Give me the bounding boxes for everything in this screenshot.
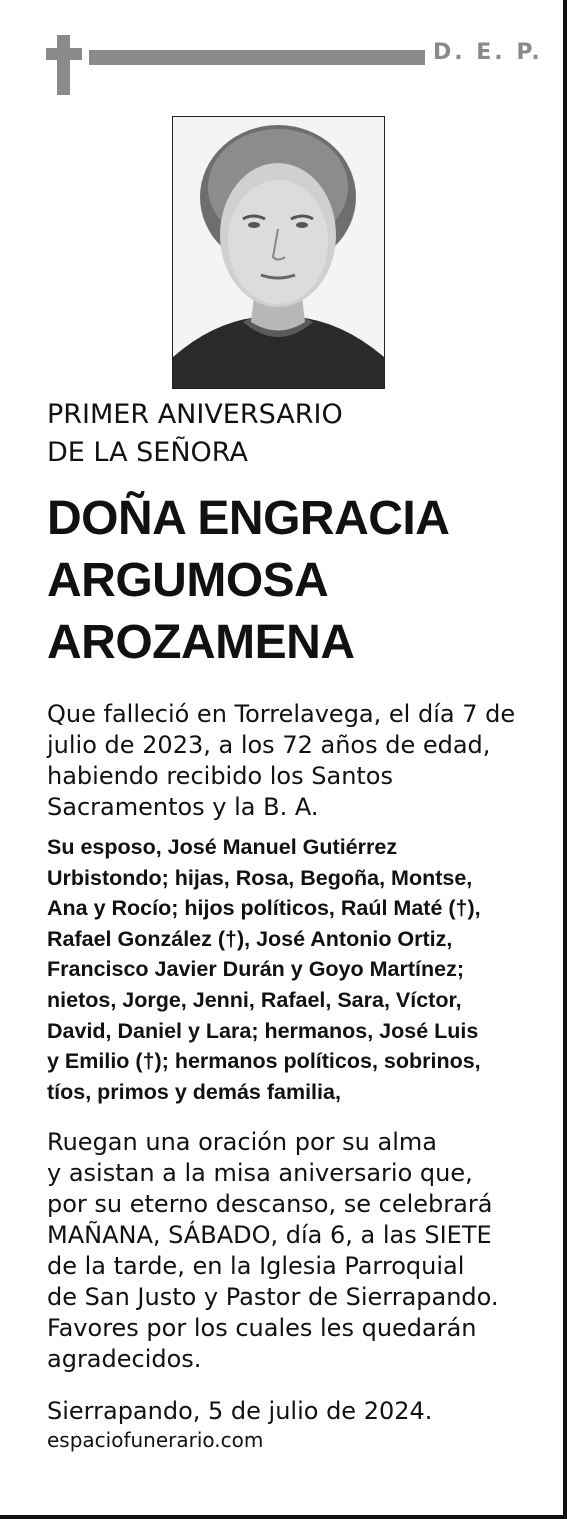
death-notice-text [47,699,515,823]
website-label: espaciofunerario.com [47,1428,264,1452]
family-line: Rafael González (†), José Antonio Ortiz, [47,926,453,951]
place-date: Sierrapando, 5 de julio de 2024. [47,1397,433,1425]
family-list [47,832,481,1107]
family-line: Su esposo, José Manuel Gutiérrez [47,835,398,859]
text-line: y asistan a la misa aniversario que, [47,1159,473,1187]
text-line: de San Justo y Pastor de Sierrapando. [47,1283,499,1311]
heading-line: PRIMER ANIVERSARIO [47,399,343,430]
text-line: por su eterno descanso, se celebrará [47,1190,493,1218]
heading-line: DE LA SEÑORA [47,437,248,468]
family-line: Francisco Javier Durán y Goyo Martínez; [47,957,464,982]
family-line: David, Daniel y Lara; hermanos, José Luis [47,1018,479,1043]
cross-icon [57,35,70,95]
family-line: Ana y Rocío; hijos políticos, Raúl Maté (†), [47,896,481,921]
text-line: Sacramentos y la B. A. [47,793,319,821]
portrait-photo [172,116,385,389]
family-line: tíos, primos y demás familia, [47,1079,341,1104]
name-line: AROZAMENA [47,616,355,669]
anniversary-heading [47,396,343,472]
deceased-name [47,488,449,674]
text-line: agradecidos. [47,1345,202,1373]
text-line: Ruegan una oración por su alma [47,1128,437,1156]
dep-label: D. E. P. [433,40,543,65]
name-line: DOÑA ENGRACIA [47,492,450,545]
text-line: Que falleció en Torrelavega, el día 7 de [47,700,516,728]
family-line: y Emilio (†); hermanos políticos, sobrinos, [47,1049,481,1074]
mass-notice-text [47,1127,499,1375]
text-line: habiendo recibido los Santos [47,762,393,790]
family-line: nietos, Jorge, Jenni, Rafael, Sara, Víctor, [47,987,462,1012]
family-line: Urbistondo; hijas, Rosa, Begoña, Montse, [47,865,473,890]
text-line: MAÑANA, SÁBADO, día 6, a las SIETE [47,1221,492,1249]
text-line: Favores por los cuales les quedarán [47,1314,477,1342]
header-rule [89,50,425,65]
name-line: ARGUMOSA [47,554,329,607]
cross-icon-bar [46,48,82,60]
text-line: de la tarde, en la Iglesia Parroquial [47,1252,465,1280]
text-line: julio de 2023, a los 72 años de edad, [47,731,491,759]
